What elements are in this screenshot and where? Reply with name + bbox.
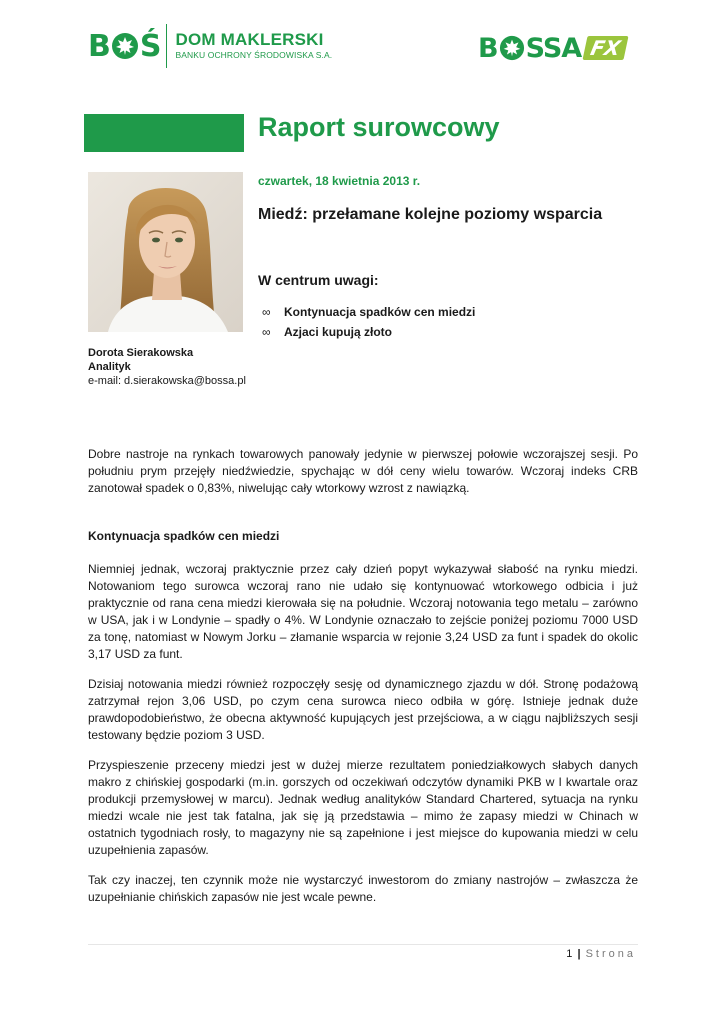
author-role: Analityk	[88, 361, 131, 373]
focus-item-text: Azjaci kupują złoto	[284, 325, 393, 339]
dom-maklerski-subtitle: BANKU OCHRONY ŚRODOWISKA S.A.	[175, 50, 333, 60]
bos-letter-s: Ś	[139, 28, 161, 64]
leaf-icon	[499, 35, 525, 61]
page-number: 1	[566, 948, 573, 960]
logo-divider	[166, 24, 167, 68]
bossa-wordmark	[478, 33, 581, 64]
body-paragraph: Dzisiaj notowania miedzi również rozpoczęły sesję od dynamicznego zjazdu w dół. Stronę podażową zatrzymał rejon 3,06 USD, po czym cena surowca nieco odbiła w górę. Istnieje jednak duże prawdopodobieństwo, że obecna aktywność kupujących jest przejściowa, a w ciągu najbliższych sesji testowany będzie poziom 3 USD.	[88, 677, 638, 742]
report-title: Raport surowcowy	[258, 112, 500, 142]
infinity-bullet-icon: ∞	[262, 325, 271, 339]
author-name: Dorota Sierakowska	[88, 347, 194, 359]
body-paragraph: Tak czy inaczej, ten czynnik może nie wystarczyć inwestorom do zmiany nastrojów – zwłaszcza że uzupełnianie chińskich zapasów nie jest wcale pewne.	[88, 873, 638, 904]
report-date: czwartek, 18 kwietnia 2013 r.	[258, 174, 421, 188]
focus-title: W centrum uwagi:	[258, 272, 379, 288]
bos-wordmark	[88, 29, 160, 64]
author-info	[88, 346, 246, 388]
dom-maklerski-title: DOM MAKLERSKI	[175, 30, 324, 49]
author-email[interactable]: e-mail: d.sierakowska@bossa.pl	[88, 375, 246, 387]
focus-item-text: Kontynuacja spadków cen miedzi	[284, 305, 476, 319]
footer-divider	[88, 944, 638, 945]
author-portrait-image	[88, 172, 243, 332]
page-label: Strona	[585, 948, 636, 960]
fx-badge: FX	[583, 36, 629, 60]
report-headline: Miedź: przełamane kolejne poziomy wsparcia	[258, 206, 603, 223]
bossa-letters: SSA	[525, 32, 582, 64]
page-footer	[566, 948, 636, 960]
bossa-letter-b: B	[478, 32, 498, 64]
body-paragraph: Niemniej jednak, wczoraj praktycznie przez cały dzień popyt wykazywał słabość na rynku miedzi. Notowaniom tego surowca wczoraj rano nie udało się kontynuować wtorkowego odbicia i już praktycznie od rana cena miedzi kierowała się na południe. Wczoraj notowania tego metalu – zarówno w USA, jak i w Londynie – spadły o 4%. W Londynie oznaczało to zejście poniżej poziomu 7000 USD za tonę, natomiast w Nowym Jorku – złamanie wsparcia w rejonie 3,24 USD za funt i spadek do okolic 3,17 USD za funt.	[88, 562, 638, 661]
author-photo	[88, 172, 243, 332]
title-accent-bar	[84, 114, 244, 152]
bos-dom-maklerski-logo	[88, 22, 332, 70]
focus-item	[262, 302, 475, 322]
focus-item	[262, 322, 475, 342]
leaf-icon	[111, 32, 139, 60]
bos-letter-b: B	[88, 28, 110, 64]
infinity-bullet-icon: ∞	[262, 305, 271, 319]
page-separator: |	[577, 948, 581, 960]
intro-paragraph: Dobre nastroje na rynkach towarowych panowały jedynie w pierwszej połowie wczorajszej sesji. Po południu prym przejęły niedźwiedzie, spychając w dół ceny wielu towarów. Wczoraj indeks CRB zanotował spadek o 0,83%, niwelując cały wtorkowy wzrost z nawiązką.	[88, 447, 638, 495]
dom-maklerski-text	[175, 31, 332, 61]
focus-list	[262, 302, 475, 342]
bossa-fx-logo	[478, 30, 626, 66]
section-heading: Kontynuacja spadków cen miedzi	[88, 529, 280, 543]
body-paragraph: Przyspieszenie przeceny miedzi jest w dużej mierze rezultatem poniedziałkowych słabych danych makro z chińskiej gospodarki (m.in. gorszych od oczekiwań odczytów dynamiki PKB w I kwartale oraz produkcji przemysłowej w marcu). Jednak według analityków Standard Chartered, sytuacja na rynku miedzi wcale nie jest tak fatalna, jak się ją przedstawia – mimo że zapasy miedzi w Chinach w ostatnich tygodniach rosły, to magazyny nie są zapełnione i jest miejsce do kupowania miedzi w celu uzupełnienia zapasów.	[88, 758, 638, 857]
